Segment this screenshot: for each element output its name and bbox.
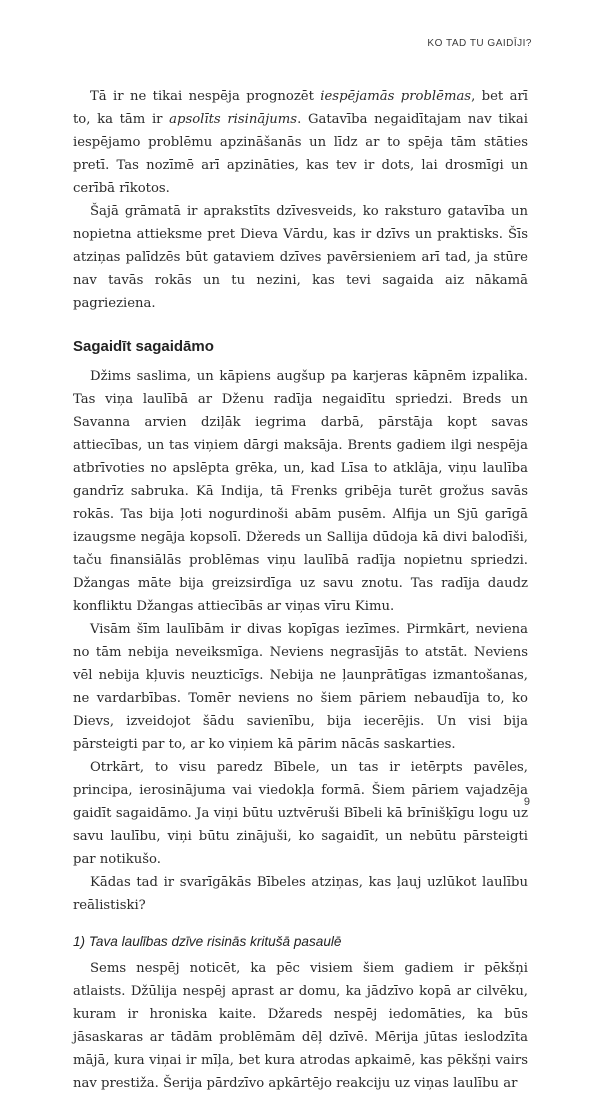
intro-text: , bet arī to, ka tām ir — [73, 89, 528, 127]
intro-emphasis: apsolīts risinājums — [169, 112, 298, 127]
page-body — [73, 85, 528, 1095]
subsection-paragraph: Sems nespēj noticēt, ka pēc visiem šiem gadiem ir pēkšņi atlaists. Džūlija nespēj aprast ar domu, ka jādzīvo kopā ar cilvēku, kuram ir hroniska kaite. Džareds nespēj iedomāties, ka būs jāsaskaras ar tādām problēmām dēļ dzīvē. Mērija jūtas ieslodzīta mājā, kura viņai ir mīļa, bet kura atrodas apkaimē, kas pēkšņi vairs nav prestiža. Šerija pārdzīvo apkārtējo reakciju uz viņas laulību ar — [73, 961, 528, 1091]
intro-paragraph-1 — [73, 85, 528, 200]
intro-text: Tā ir ne tikai nespēja prognozēt — [90, 89, 321, 104]
section-heading: Sagaidīt sagaidāmo — [73, 338, 214, 355]
page-number: 9 — [523, 796, 530, 808]
running-head: KO TAD TU GAIDĪJI? — [427, 38, 532, 49]
intro-text: . Gatavība negaidītajam nav tikai iespējamo problēmu apzināšanās un līdz ar to spēja tām stāties pretī. Tas nozīmē arī apzināties, kas tev ir dots, lai drosmīgi un cerībā rīkotos. — [73, 112, 528, 196]
section-paragraph: Visām šīm laulībām ir divas kopīgas iezīmes. Pirmkārt, neviena no tām nebija neveiksmīga. Neviens negrasījās to atstāt. Neviens vēl nebija kļuvis neuzticīgs. Nebija ne ļaunprātīgas izmantošanas, ne vardarbības. Tomēr neviens no šiem pāriem nebaudīja to, ko Dievs, izveidojot šādu savienību, bija iecerējis. Un visi bija pārsteigti par to, ar ko viņiem kā pārim nācās saskarties. — [73, 622, 528, 752]
section-paragraph: Kādas tad ir svarīgākās Bībeles atziņas, kas ļauj uzlūkot laulību reālistiski? — [73, 875, 528, 913]
intro-paragraph-2: Šajā grāmatā ir aprakstīts dzīvesveids, ko raksturo gatavība un nopietna attieksme pret Dieva Vārdu, kas ir dzīvs un praktisks. Šīs atziņas palīdzēs būt gataviem dzīves pavērsieniem arī tad, ja stūre nav tavās rokās un tu nezini, kas tevi sagaida aiz nākamā pagrieziena. — [73, 204, 528, 311]
section-paragraph: Džims saslima, un kāpiens augšup pa karjeras kāpnēm izpalika. Tas viņa laulībā ar Dženu radīja negaidītu spriedzi. Breds un Savanna arvien dziļāk iegrima darbā, pārstāja kopt savas attiecības, un tas viņiem dārgi maksāja. Brents gadiem ilgi nespēja atbrīvoties no apslēpta grēka, un, kad Līsa to atklāja, viņu laulība gandrīz sabruka. Kā Indija, tā Frenks gribēja turēt grožus savās rokās. Tas bija ļoti nogurdinoši abām pusēm. Alfija un Sjū garīgā izaugsme negāja kopsolī. Džereds un Sallija dūdoja kā divi balodīši, taču finansiālās problēmas viņu laulībā radīja nopietnu spriedzi. Džangas māte bija greizsirdīga uz savu znotu. Tas radīja daudz konfliktu Džangas attiecībās ar viņas vīru Kimu. — [73, 369, 528, 614]
subsection-heading: 1) Tava laulības dzīve risinās kritušā pasaulē — [73, 934, 342, 949]
intro-emphasis: iespējamās problēmas — [320, 89, 472, 104]
section-paragraph: Otrkārt, to visu paredz Bībele, un tas ir ietērpts pavēles, principa, ierosinājuma vai viedokļa formā. Šiem pāriem vajadzēja gaidīt sagaidāmo. Ja viņi būtu uztvēruši Bībeli kā brīnišķīgu logu uz savu laulību, viņi būtu zinājuši, ko sagaidīt, un nebūtu pārsteigti par notikušo. — [73, 760, 528, 867]
